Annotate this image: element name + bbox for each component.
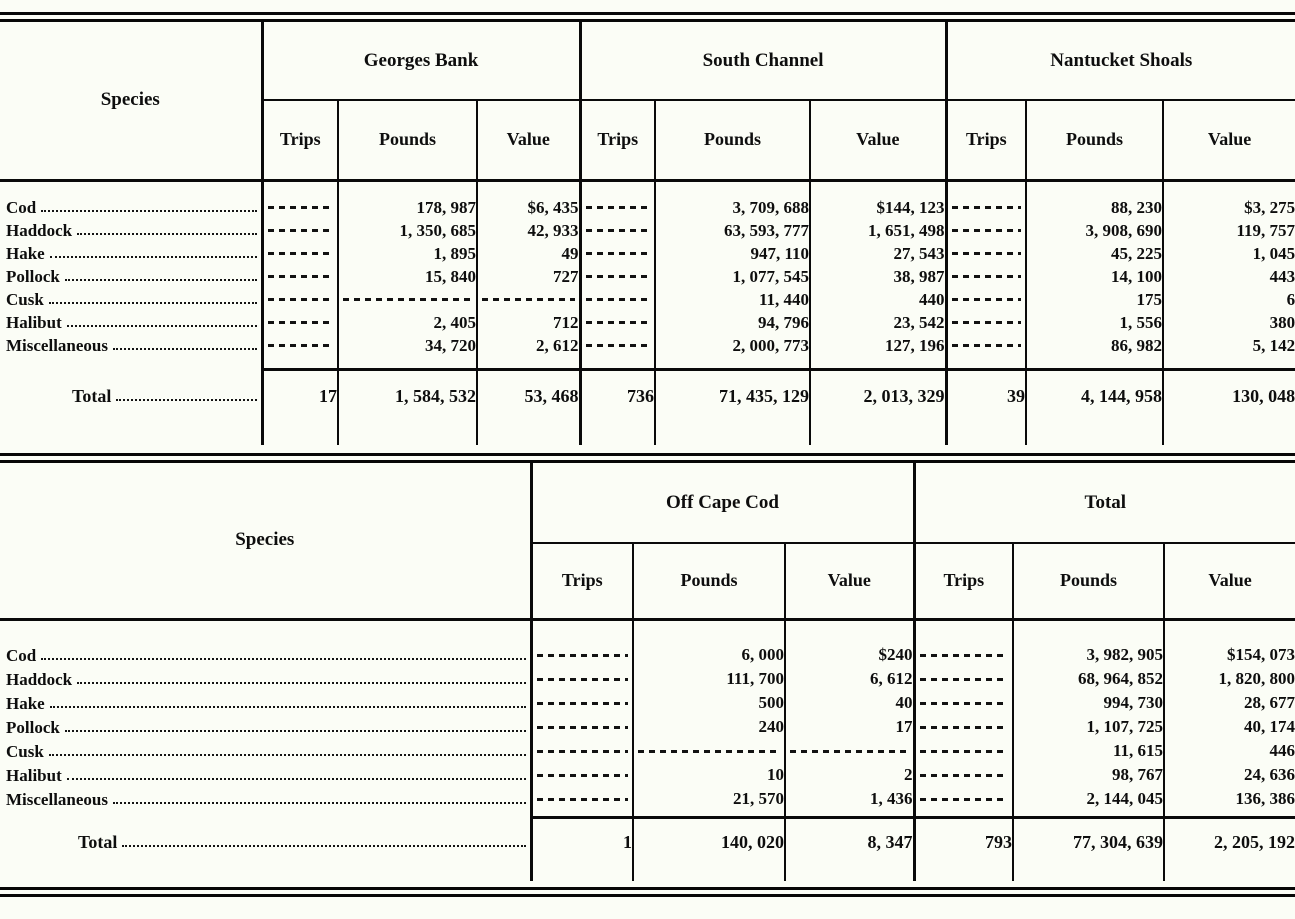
total-value-cell: 8, 347 — [785, 817, 914, 881]
dotted-leader — [50, 706, 526, 708]
value-cell: 6, 612 — [785, 667, 914, 691]
dash-cell — [785, 739, 914, 763]
bottom-double-rule — [0, 887, 1295, 897]
dash-filler — [537, 798, 629, 801]
dash-cell — [262, 311, 338, 334]
dash-cell — [477, 288, 580, 311]
dash-cell — [946, 311, 1026, 334]
col-header-pounds: Pounds — [1026, 100, 1163, 180]
spacer-cell — [531, 619, 633, 643]
species-cell — [0, 787, 531, 811]
species-label: Halibut — [6, 765, 62, 785]
dash-filler — [920, 654, 1009, 657]
species-label: Pollock — [6, 267, 60, 286]
dotted-leader — [113, 802, 526, 804]
dash-filler — [268, 298, 334, 301]
value-cell: 42, 933 — [477, 219, 580, 242]
dash-cell — [946, 242, 1026, 265]
total-label: Total — [78, 832, 118, 852]
spacer-cell — [1164, 619, 1295, 643]
dotted-leader — [50, 256, 257, 258]
value-cell: 34, 720 — [338, 334, 477, 357]
spacer-cell — [477, 357, 580, 369]
dotted-leader — [41, 210, 256, 212]
dotted-leader — [116, 399, 256, 401]
dash-filler — [952, 229, 1022, 232]
value-cell: 40 — [785, 691, 914, 715]
col-header-value: Value — [1163, 100, 1295, 180]
spacer-cell — [477, 180, 580, 196]
value-cell: 98, 767 — [1013, 763, 1164, 787]
value-cell: 1, 436 — [785, 787, 914, 811]
dash-cell — [914, 787, 1013, 811]
group-header: Total — [914, 463, 1295, 543]
dash-filler — [920, 774, 1009, 777]
dotted-leader — [122, 845, 525, 847]
dash-filler — [586, 206, 651, 209]
value-cell: 727 — [477, 265, 580, 288]
dash-filler — [586, 275, 651, 278]
total-value-cell: 140, 020 — [633, 817, 785, 881]
value-cell: 10 — [633, 763, 785, 787]
value-cell: $3, 275 — [1163, 196, 1295, 219]
total-value-cell: 77, 304, 639 — [1013, 817, 1164, 881]
spacer-cell — [338, 180, 477, 196]
col-header-pounds: Pounds — [655, 100, 810, 180]
species-label: Hake — [6, 244, 45, 263]
spacer-cell — [633, 619, 785, 643]
value-cell: 1, 350, 685 — [338, 219, 477, 242]
dash-filler — [952, 344, 1022, 347]
value-cell: 14, 100 — [1026, 265, 1163, 288]
total-value-cell: 793 — [914, 817, 1013, 881]
group-header: South Channel — [580, 22, 946, 100]
dash-filler — [537, 702, 629, 705]
col-header-trips: Trips — [580, 100, 655, 180]
col-header-value: Value — [810, 100, 946, 180]
dash-cell — [914, 643, 1013, 667]
dash-filler — [268, 321, 334, 324]
value-cell: 240 — [633, 715, 785, 739]
dash-filler — [920, 726, 1009, 729]
group-header: Georges Bank — [262, 22, 580, 100]
species-label: Cod — [6, 198, 37, 217]
species-cell — [0, 288, 262, 311]
value-cell: 38, 987 — [810, 265, 946, 288]
value-cell: 994, 730 — [1013, 691, 1164, 715]
spacer-cell — [1013, 619, 1164, 643]
value-cell: 94, 796 — [655, 311, 810, 334]
value-cell: 63, 593, 777 — [655, 219, 810, 242]
dash-cell — [262, 334, 338, 357]
dash-filler — [952, 298, 1022, 301]
dotted-leader — [65, 279, 257, 281]
species-cell — [0, 242, 262, 265]
value-cell: 21, 570 — [633, 787, 785, 811]
dash-filler — [920, 798, 1009, 801]
total-value-cell: 2, 205, 192 — [1164, 817, 1295, 881]
dash-cell — [580, 242, 655, 265]
value-cell: 1, 107, 725 — [1013, 715, 1164, 739]
value-cell: 2, 144, 045 — [1013, 787, 1164, 811]
dash-cell — [531, 667, 633, 691]
lower-table — [0, 463, 1295, 881]
value-cell: 28, 677 — [1164, 691, 1295, 715]
total-value-cell: 4, 144, 958 — [1026, 369, 1163, 445]
dash-cell — [914, 691, 1013, 715]
total-label-cell — [0, 817, 531, 881]
dash-filler — [920, 678, 1009, 681]
dash-cell — [580, 334, 655, 357]
dash-cell — [531, 643, 633, 667]
col-header-trips: Trips — [531, 543, 633, 619]
species-cell — [0, 265, 262, 288]
dash-cell — [580, 219, 655, 242]
dash-filler — [586, 321, 651, 324]
value-cell: 11, 440 — [655, 288, 810, 311]
value-cell: 3, 982, 905 — [1013, 643, 1164, 667]
value-cell: 175 — [1026, 288, 1163, 311]
dotted-leader — [77, 233, 256, 235]
value-cell: 111, 700 — [633, 667, 785, 691]
dash-cell — [338, 288, 477, 311]
dash-filler — [638, 750, 780, 753]
dash-cell — [914, 763, 1013, 787]
value-cell: $154, 073 — [1164, 643, 1295, 667]
value-cell: 1, 077, 545 — [655, 265, 810, 288]
dash-filler — [586, 252, 651, 255]
dash-cell — [580, 288, 655, 311]
value-cell: 1, 820, 800 — [1164, 667, 1295, 691]
species-cell — [0, 691, 531, 715]
value-cell: 2 — [785, 763, 914, 787]
spacer-cell — [810, 357, 946, 369]
value-cell: 2, 405 — [338, 311, 477, 334]
dash-cell — [580, 196, 655, 219]
species-header: Species — [0, 22, 262, 180]
value-cell: 712 — [477, 311, 580, 334]
dash-cell — [946, 196, 1026, 219]
value-cell: 11, 615 — [1013, 739, 1164, 763]
dash-filler — [268, 344, 334, 347]
total-value-cell: 1 — [531, 817, 633, 881]
col-header-pounds: Pounds — [633, 543, 785, 619]
value-cell: 3, 709, 688 — [655, 196, 810, 219]
value-cell: 6, 000 — [633, 643, 785, 667]
dash-filler — [586, 344, 651, 347]
dash-cell — [946, 219, 1026, 242]
dash-filler — [920, 702, 1009, 705]
value-cell: 40, 174 — [1164, 715, 1295, 739]
spacer-cell — [785, 619, 914, 643]
species-cell — [0, 739, 531, 763]
value-cell: 1, 045 — [1163, 242, 1295, 265]
spacer-cell — [262, 357, 338, 369]
species-cell — [0, 311, 262, 334]
dotted-leader — [49, 754, 526, 756]
scanned-fisheries-table-page — [0, 12, 1295, 919]
dash-cell — [531, 739, 633, 763]
group-header: Nantucket Shoals — [946, 22, 1295, 100]
dash-cell — [914, 715, 1013, 739]
dash-filler — [586, 298, 651, 301]
value-cell: 3, 908, 690 — [1026, 219, 1163, 242]
species-label: Halibut — [6, 313, 62, 332]
value-cell: 119, 757 — [1163, 219, 1295, 242]
total-value-cell: 71, 435, 129 — [655, 369, 810, 445]
spacer-cell — [0, 357, 262, 369]
value-cell: 86, 982 — [1026, 334, 1163, 357]
total-value-cell: 53, 468 — [477, 369, 580, 445]
middle-double-rule — [0, 453, 1295, 463]
spacer-cell — [655, 180, 810, 196]
spacer-cell — [0, 180, 262, 196]
spacer-cell — [946, 180, 1026, 196]
total-label-cell — [0, 369, 262, 445]
value-cell: 6 — [1163, 288, 1295, 311]
total-value-cell: 130, 048 — [1163, 369, 1295, 445]
spacer-cell — [338, 357, 477, 369]
spacer-cell — [580, 180, 655, 196]
value-cell: 1, 895 — [338, 242, 477, 265]
species-label: Cusk — [6, 290, 44, 309]
dotted-leader — [41, 658, 525, 660]
species-label: Miscellaneous — [6, 789, 108, 809]
dash-cell — [580, 265, 655, 288]
dash-cell — [531, 715, 633, 739]
col-header-trips: Trips — [914, 543, 1013, 619]
dash-filler — [268, 275, 334, 278]
spacer-cell — [262, 180, 338, 196]
total-value-cell: 2, 013, 329 — [810, 369, 946, 445]
species-cell — [0, 763, 531, 787]
dotted-leader — [77, 682, 525, 684]
dash-filler — [268, 252, 334, 255]
dash-filler — [790, 750, 909, 753]
spacer-cell — [1026, 180, 1163, 196]
species-cell — [0, 667, 531, 691]
total-value-cell: 17 — [262, 369, 338, 445]
dash-cell — [946, 288, 1026, 311]
value-cell: 88, 230 — [1026, 196, 1163, 219]
dash-filler — [268, 229, 334, 232]
species-label: Haddock — [6, 669, 73, 689]
species-label: Hake — [6, 693, 45, 713]
dash-cell — [531, 691, 633, 715]
dash-cell — [262, 265, 338, 288]
dash-cell — [262, 242, 338, 265]
value-cell: 2, 612 — [477, 334, 580, 357]
species-label: Haddock — [6, 221, 73, 240]
dash-cell — [531, 763, 633, 787]
dash-filler — [537, 726, 629, 729]
col-header-value: Value — [785, 543, 914, 619]
value-cell: 947, 110 — [655, 242, 810, 265]
total-value-cell: 736 — [580, 369, 655, 445]
dash-cell — [262, 288, 338, 311]
value-cell: $144, 123 — [810, 196, 946, 219]
spacer-cell — [0, 619, 531, 643]
value-cell: 443 — [1163, 265, 1295, 288]
value-cell: 15, 840 — [338, 265, 477, 288]
dash-filler — [952, 206, 1022, 209]
dash-filler — [952, 321, 1022, 324]
dash-filler — [537, 678, 629, 681]
species-cell — [0, 643, 531, 667]
dash-filler — [268, 206, 334, 209]
spacer-cell — [655, 357, 810, 369]
dash-filler — [952, 252, 1022, 255]
dotted-leader — [113, 348, 257, 350]
value-cell: 127, 196 — [810, 334, 946, 357]
dash-filler — [537, 774, 629, 777]
value-cell: 1, 556 — [1026, 311, 1163, 334]
dash-cell — [580, 311, 655, 334]
dash-filler — [952, 275, 1022, 278]
value-cell: 1, 651, 498 — [810, 219, 946, 242]
value-cell: 49 — [477, 242, 580, 265]
dash-filler — [586, 229, 651, 232]
spacer-cell — [810, 180, 946, 196]
dash-filler — [482, 298, 575, 301]
value-cell: 500 — [633, 691, 785, 715]
dash-filler — [537, 654, 629, 657]
species-cell — [0, 334, 262, 357]
total-value-cell: 1, 584, 532 — [338, 369, 477, 445]
spacer-cell — [1026, 357, 1163, 369]
total-label: Total — [72, 386, 112, 406]
dash-cell — [262, 219, 338, 242]
spacer-cell — [1163, 357, 1295, 369]
dash-filler — [920, 750, 1009, 753]
col-header-value: Value — [1164, 543, 1295, 619]
spacer-cell — [1163, 180, 1295, 196]
dash-filler — [343, 298, 472, 301]
spacer-cell — [580, 357, 655, 369]
col-header-value: Value — [477, 100, 580, 180]
value-cell: 27, 543 — [810, 242, 946, 265]
col-header-trips: Trips — [946, 100, 1026, 180]
value-cell: $6, 435 — [477, 196, 580, 219]
value-cell: 380 — [1163, 311, 1295, 334]
group-header: Off Cape Cod — [531, 463, 914, 543]
upper-table — [0, 22, 1295, 445]
col-header-pounds: Pounds — [338, 100, 477, 180]
value-cell: 17 — [785, 715, 914, 739]
species-cell — [0, 715, 531, 739]
top-double-rule — [0, 12, 1295, 22]
species-label: Pollock — [6, 717, 60, 737]
col-header-trips: Trips — [262, 100, 338, 180]
dotted-leader — [65, 730, 526, 732]
species-cell — [0, 196, 262, 219]
value-cell: 440 — [810, 288, 946, 311]
dash-cell — [946, 334, 1026, 357]
total-value-cell: 39 — [946, 369, 1026, 445]
dash-cell — [531, 787, 633, 811]
dash-filler — [537, 750, 629, 753]
dash-cell — [946, 265, 1026, 288]
spacer-cell — [914, 619, 1013, 643]
value-cell: 178, 987 — [338, 196, 477, 219]
dash-cell — [262, 196, 338, 219]
species-label: Cusk — [6, 741, 44, 761]
value-cell: 68, 964, 852 — [1013, 667, 1164, 691]
value-cell: 24, 636 — [1164, 763, 1295, 787]
species-header: Species — [0, 463, 531, 619]
species-label: Cod — [6, 645, 37, 665]
value-cell: 23, 542 — [810, 311, 946, 334]
species-label: Miscellaneous — [6, 336, 108, 355]
col-header-pounds: Pounds — [1013, 543, 1164, 619]
value-cell: 446 — [1164, 739, 1295, 763]
value-cell: $240 — [785, 643, 914, 667]
spacer-cell — [946, 357, 1026, 369]
dash-cell — [633, 739, 785, 763]
dotted-leader — [67, 325, 257, 327]
value-cell: 2, 000, 773 — [655, 334, 810, 357]
value-cell: 45, 225 — [1026, 242, 1163, 265]
species-cell — [0, 219, 262, 242]
value-cell: 136, 386 — [1164, 787, 1295, 811]
dotted-leader — [67, 778, 526, 780]
value-cell: 5, 142 — [1163, 334, 1295, 357]
dotted-leader — [49, 302, 257, 304]
dash-cell — [914, 739, 1013, 763]
dash-cell — [914, 667, 1013, 691]
